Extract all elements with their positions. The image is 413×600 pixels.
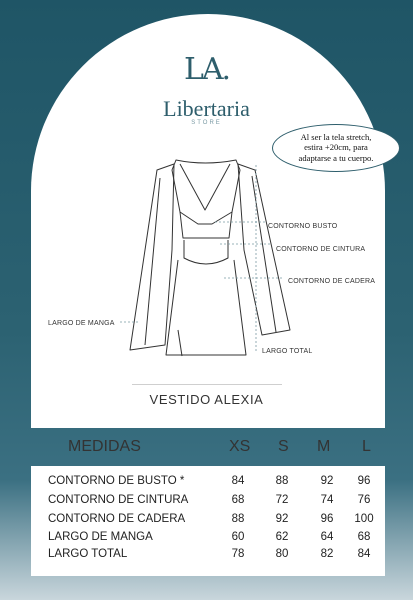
label-contorno-cintura: CONTORNO DE CINTURA bbox=[276, 246, 366, 253]
row-label: LARGO TOTAL bbox=[48, 548, 128, 560]
cell-l: 96 bbox=[357, 475, 371, 487]
cell-m: 92 bbox=[320, 475, 334, 487]
label-contorno-cadera: CONTORNO DE CADERA bbox=[288, 278, 376, 285]
header-size-xs: XS bbox=[229, 438, 251, 455]
row-label: CONTORNO DE BUSTO * bbox=[48, 475, 185, 487]
cell-m: 64 bbox=[320, 531, 334, 543]
logo-monogram: LA. bbox=[183, 52, 230, 87]
cell-m: 96 bbox=[320, 513, 334, 525]
cell-m: 74 bbox=[320, 494, 334, 506]
label-largo-total: LARGO TOTAL bbox=[262, 348, 313, 355]
product-title: VESTIDO ALEXIA bbox=[149, 392, 264, 407]
label-contorno-busto: CONTORNO BUSTO bbox=[268, 223, 338, 230]
cell-xs: 84 bbox=[231, 475, 245, 487]
cell-m: 82 bbox=[320, 548, 334, 560]
header-size-l: L bbox=[362, 438, 371, 455]
row-label: CONTORNO DE CINTURA bbox=[48, 494, 189, 506]
cell-l: 100 bbox=[354, 513, 374, 525]
note-line: Al ser la tela stretch, bbox=[300, 132, 372, 142]
cell-s: 80 bbox=[275, 548, 289, 560]
header-size-s: S bbox=[278, 438, 289, 455]
cell-l: 84 bbox=[357, 548, 371, 560]
cell-l: 68 bbox=[357, 531, 371, 543]
title-divider bbox=[132, 384, 282, 385]
cell-s: 88 bbox=[275, 475, 289, 487]
cell-xs: 78 bbox=[231, 548, 245, 560]
row-label: CONTORNO DE CADERA bbox=[48, 513, 186, 525]
table-row bbox=[31, 513, 385, 531]
dress-waistband bbox=[180, 212, 232, 238]
header-medidas: MEDIDAS bbox=[68, 438, 141, 455]
size-table bbox=[31, 466, 385, 576]
brand-name: Libertaria bbox=[163, 96, 250, 121]
note-line: estira +20cm, para bbox=[304, 142, 368, 153]
dress-bodice bbox=[172, 160, 240, 224]
cell-xs: 60 bbox=[231, 531, 245, 543]
label-largo-manga: LARGO DE MANGA bbox=[48, 320, 115, 327]
cell-xs: 68 bbox=[231, 494, 245, 506]
cell-l: 76 bbox=[357, 494, 371, 506]
header-size-m: M bbox=[317, 438, 331, 455]
cell-s: 72 bbox=[275, 494, 289, 506]
brand-tagline: STORE bbox=[191, 120, 222, 126]
cell-xs: 88 bbox=[231, 513, 245, 525]
cell-s: 92 bbox=[275, 513, 289, 525]
table-row bbox=[31, 548, 385, 566]
cell-s: 62 bbox=[275, 531, 289, 543]
row-label: LARGO DE MANGA bbox=[48, 531, 153, 543]
dress-skirt bbox=[166, 260, 246, 355]
dress-slit bbox=[178, 330, 182, 356]
dress-neckline bbox=[180, 164, 230, 210]
table-row bbox=[31, 531, 385, 549]
table-row bbox=[31, 494, 385, 512]
table-row bbox=[31, 475, 385, 493]
note-line: adaptarse a tu cuerpo. bbox=[298, 152, 374, 163]
